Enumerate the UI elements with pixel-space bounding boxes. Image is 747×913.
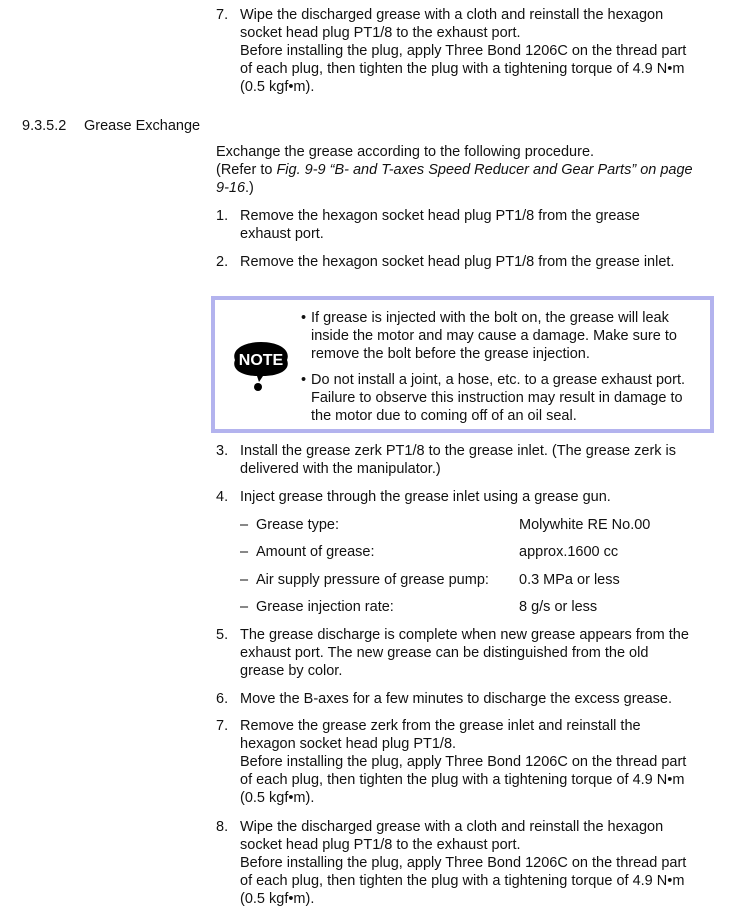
step-number: 6.: [216, 691, 229, 707]
text-line: Install the grease zerk PT1/8 to the grease inlet. (The grease zerk is: [240, 443, 677, 459]
text-line: grease by color.: [240, 663, 343, 679]
ref-prefix: (Refer to: [216, 162, 277, 178]
intro-line: Exchange the grease according to the following procedure.: [216, 144, 595, 160]
param-value: 8 g/s or less: [519, 599, 598, 615]
step-text: [240, 207, 720, 243]
reference-line: [216, 161, 716, 179]
dash: –: [240, 572, 249, 588]
step-text: [240, 6, 720, 96]
text-line: Remove the grease zerk from the grease inlet and reinstall the: [240, 718, 641, 734]
param-value: 0.3 MPa or less: [519, 572, 620, 588]
step-number: 3.: [216, 443, 229, 459]
param-label: Air supply pressure of grease pump:: [256, 572, 489, 588]
section-title: Grease Exchange: [84, 118, 201, 134]
step-number: 7.: [216, 718, 229, 734]
note-box: [211, 296, 714, 433]
text-line: Before installing the plug, apply Three Bond 1206C on the thread part: [240, 855, 687, 871]
step-number: 5.: [216, 627, 229, 643]
text-line: exhaust port. The new grease can be distinguished from the old: [240, 645, 649, 661]
text-line: Wipe the discharged grease with a cloth and reinstall the hexagon: [240, 7, 664, 23]
note-line: inside the motor and may cause a damage. Make sure to: [311, 328, 677, 344]
text-line: of each plug, then tighten the plug with a tightening torque of 4.9 N•m: [240, 873, 685, 889]
text-line: Before installing the plug, apply Three Bond 1206C on the thread part: [240, 754, 687, 770]
intro-paragraph: [216, 143, 716, 197]
text-line: socket head plug PT1/8 to the exhaust port.: [240, 837, 521, 853]
text-line: Move the B-axes for a few minutes to discharge the excess grease.: [240, 691, 672, 707]
text-line: exhaust port.: [240, 226, 324, 242]
param-value: Molywhite RE No.00: [519, 517, 651, 533]
text-line: Inject grease through the grease inlet using a grease gun.: [240, 489, 611, 505]
text-line: (0.5 kgf•m).: [240, 790, 315, 806]
text-line: delivered with the manipulator.): [240, 461, 441, 477]
reference-line-2: [216, 179, 716, 197]
text-line: (0.5 kgf•m).: [240, 79, 315, 95]
note-line: Failure to observe this instruction may result in damage to: [311, 390, 683, 406]
ref-suffix: .): [245, 180, 254, 196]
note-label: NOTE: [238, 352, 284, 369]
text-line: socket head plug PT1/8 to the exhaust port.: [240, 25, 521, 41]
note-line: the motor due to coming off of an oil seal.: [311, 408, 577, 424]
note-line: remove the bolt before the grease injection.: [311, 346, 590, 362]
dash: –: [240, 517, 249, 533]
text-line: Before installing the plug, apply Three Bond 1206C on the thread part: [240, 43, 687, 59]
text-line: Remove the hexagon socket head plug PT1/8 from the grease inlet.: [240, 254, 675, 270]
section-number: 9.3.5.2: [22, 118, 67, 134]
param-label: Grease injection rate:: [256, 599, 394, 615]
page-reference: 9-16: [216, 180, 246, 196]
param-label: Amount of grease:: [256, 544, 375, 560]
step-text: [240, 253, 720, 271]
param-label: Grease type:: [256, 517, 340, 533]
figure-reference-link[interactable]: Fig. 9-9 “B- and T-axes Speed Reducer and Gear Parts” on page: [276, 162, 693, 178]
note-line: Do not install a joint, a hose, etc. to a grease exhaust port.: [311, 372, 685, 388]
text-line: of each plug, then tighten the plug with a tightening torque of 4.9 N•m: [240, 61, 685, 77]
text-line: of each plug, then tighten the plug with a tightening torque of 4.9 N•m: [240, 772, 685, 788]
step-number: 8.: [216, 819, 229, 835]
step-number: 7.: [216, 7, 229, 23]
step-text: [240, 442, 720, 478]
text-line: Wipe the discharged grease with a cloth and reinstall the hexagon: [240, 819, 664, 835]
dash: –: [240, 599, 249, 615]
step-text: [240, 717, 720, 807]
text-line: (0.5 kgf•m).: [240, 891, 315, 907]
param-value: approx.1600 cc: [519, 544, 619, 560]
dash: –: [240, 544, 249, 560]
note-icon: [229, 338, 293, 392]
step-number: 1.: [216, 208, 229, 224]
bullet: •: [301, 310, 307, 326]
text-line: hexagon socket head plug PT1/8.: [240, 736, 457, 752]
note-line: If grease is injected with the bolt on, the grease will leak: [311, 310, 669, 326]
text-line: The grease discharge is complete when new grease appears from the: [240, 627, 689, 643]
step-number: 2.: [216, 254, 229, 270]
bullet: •: [301, 372, 307, 388]
text-line: Remove the hexagon socket head plug PT1/8 from the grease: [240, 208, 640, 224]
step-text: [240, 818, 720, 908]
step-number: 4.: [216, 489, 229, 505]
step-text: [240, 488, 720, 506]
step-text: [240, 626, 720, 680]
step-text: [240, 690, 720, 708]
